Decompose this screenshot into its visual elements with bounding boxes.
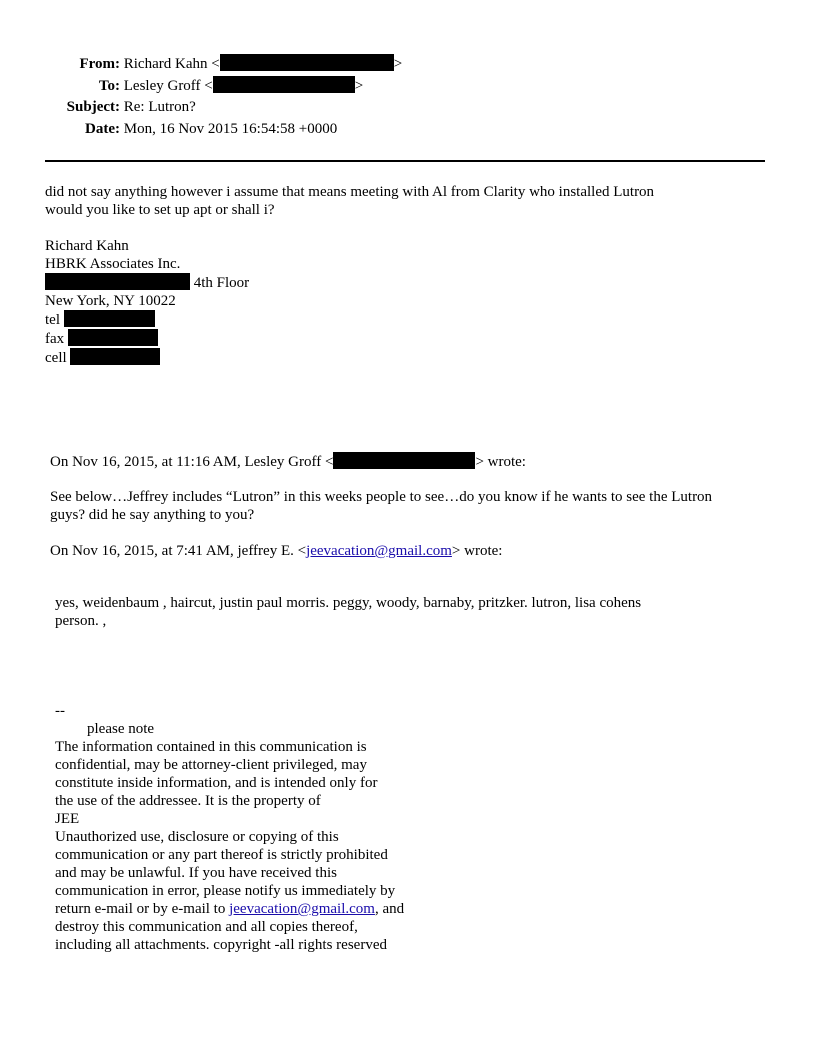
disclaimer-lines <box>55 738 404 900</box>
redaction-box <box>64 310 155 327</box>
redaction-box <box>213 76 355 93</box>
email-link[interactable]: jeevacation@gmail.com <box>306 543 452 559</box>
to-close: > <box>354 78 364 94</box>
quote1-attribution <box>50 452 526 471</box>
reply-line: did not say anything however i assume that means meeting with Al from Clarity who installed Lutron <box>45 184 655 200</box>
quote2-body <box>55 594 641 630</box>
signature-company: HBRK Associates Inc. <box>45 256 181 272</box>
disclaimer-return-end: , and <box>374 901 405 917</box>
quote1-attribution-start: On Nov 16, 2015, at 11:16 AM, Lesley Groff < <box>50 454 334 470</box>
disclaimer-line: communication in error, please notify us immediately by <box>55 883 396 899</box>
subject-value: Re: Lutron? <box>123 99 196 115</box>
quote2-line: person. , <box>55 613 107 629</box>
signature-name: Richard Kahn <box>45 238 129 254</box>
header-from-row <box>0 54 402 73</box>
quote1-attribution-end: > wrote: <box>475 454 526 470</box>
date-label: Date: <box>85 121 120 137</box>
header-to-row <box>0 76 363 95</box>
disclaimer-line: communication or any part thereof is strictly prohibited <box>55 847 388 863</box>
quote2-attribution-start: On Nov 16, 2015, at 7:41 AM, jeffrey E. < <box>50 543 307 559</box>
quote1-line: guys? did he say anything to you? <box>50 507 255 523</box>
quote2-attribution-end: > wrote: <box>451 543 503 559</box>
quote1-body <box>50 488 712 524</box>
email-link[interactable]: jeevacation@gmail.com <box>229 901 375 917</box>
disclaimer-line: JEE <box>55 811 80 827</box>
reply-body <box>45 183 654 219</box>
signature-tel <box>45 310 249 329</box>
quote2-attribution <box>50 542 502 560</box>
header-subject-row <box>0 98 196 116</box>
from-label: From: <box>79 56 120 72</box>
cell-label: cell <box>45 350 71 366</box>
redaction-box <box>333 452 475 469</box>
redaction-box <box>70 348 160 365</box>
disclaimer-line: confidential, may be attorney-client privileged, may <box>55 757 367 773</box>
redaction-box <box>220 54 394 71</box>
to-name: Lesley Groff < <box>123 78 213 94</box>
fax-label: fax <box>45 331 68 347</box>
signature <box>45 237 249 367</box>
disclaimer-line: constitute inside information, and is intended only for <box>55 775 378 791</box>
signature-floor: 4th Floor <box>190 275 250 291</box>
redaction-box <box>68 329 158 346</box>
from-close: > <box>393 56 403 72</box>
disclaimer-line: The information contained in this communication is <box>55 739 367 755</box>
header-divider <box>45 160 765 162</box>
signature-cell <box>45 348 249 367</box>
disclaimer-dashes: -- <box>55 703 65 719</box>
disclaimer-return-start: return e-mail or by e-mail to <box>55 901 230 917</box>
subject-label: Subject: <box>66 99 120 115</box>
date-value: Mon, 16 Nov 2015 16:54:58 +0000 <box>123 121 338 137</box>
disclaimer-return-line <box>55 900 404 918</box>
redaction-box <box>45 273 190 290</box>
quote1-line: See below…Jeffrey includes “Lutron” in this weeks people to see…do you know if he wants to see the Lutron <box>50 489 713 505</box>
header-date-row <box>0 120 337 138</box>
signature-fax <box>45 329 249 348</box>
disclaimer <box>55 702 404 954</box>
from-name: Richard Kahn < <box>123 56 220 72</box>
disclaimer-line: the use of the addressee. It is the property of <box>55 793 321 809</box>
reply-line: would you like to set up apt or shall i? <box>45 202 275 218</box>
disclaimer-line: Unauthorized use, disclosure or copying of this <box>55 829 339 845</box>
to-label: To: <box>98 78 120 94</box>
signature-address <box>45 273 249 292</box>
disclaimer-line: destroy this communication and all copies thereof, <box>55 919 358 935</box>
quote2-line: yes, weidenbaum , haircut, justin paul morris. peggy, woody, barnaby, pritzker. lutron, lisa cohens <box>55 595 642 611</box>
disclaimer-note: please note <box>87 721 155 737</box>
tel-label: tel <box>45 312 64 328</box>
disclaimer-line: including all attachments. copyright -all rights reserved <box>55 937 387 953</box>
disclaimer-line: and may be unlawful. If you have received this <box>55 865 337 881</box>
signature-city: New York, NY 10022 <box>45 293 176 309</box>
